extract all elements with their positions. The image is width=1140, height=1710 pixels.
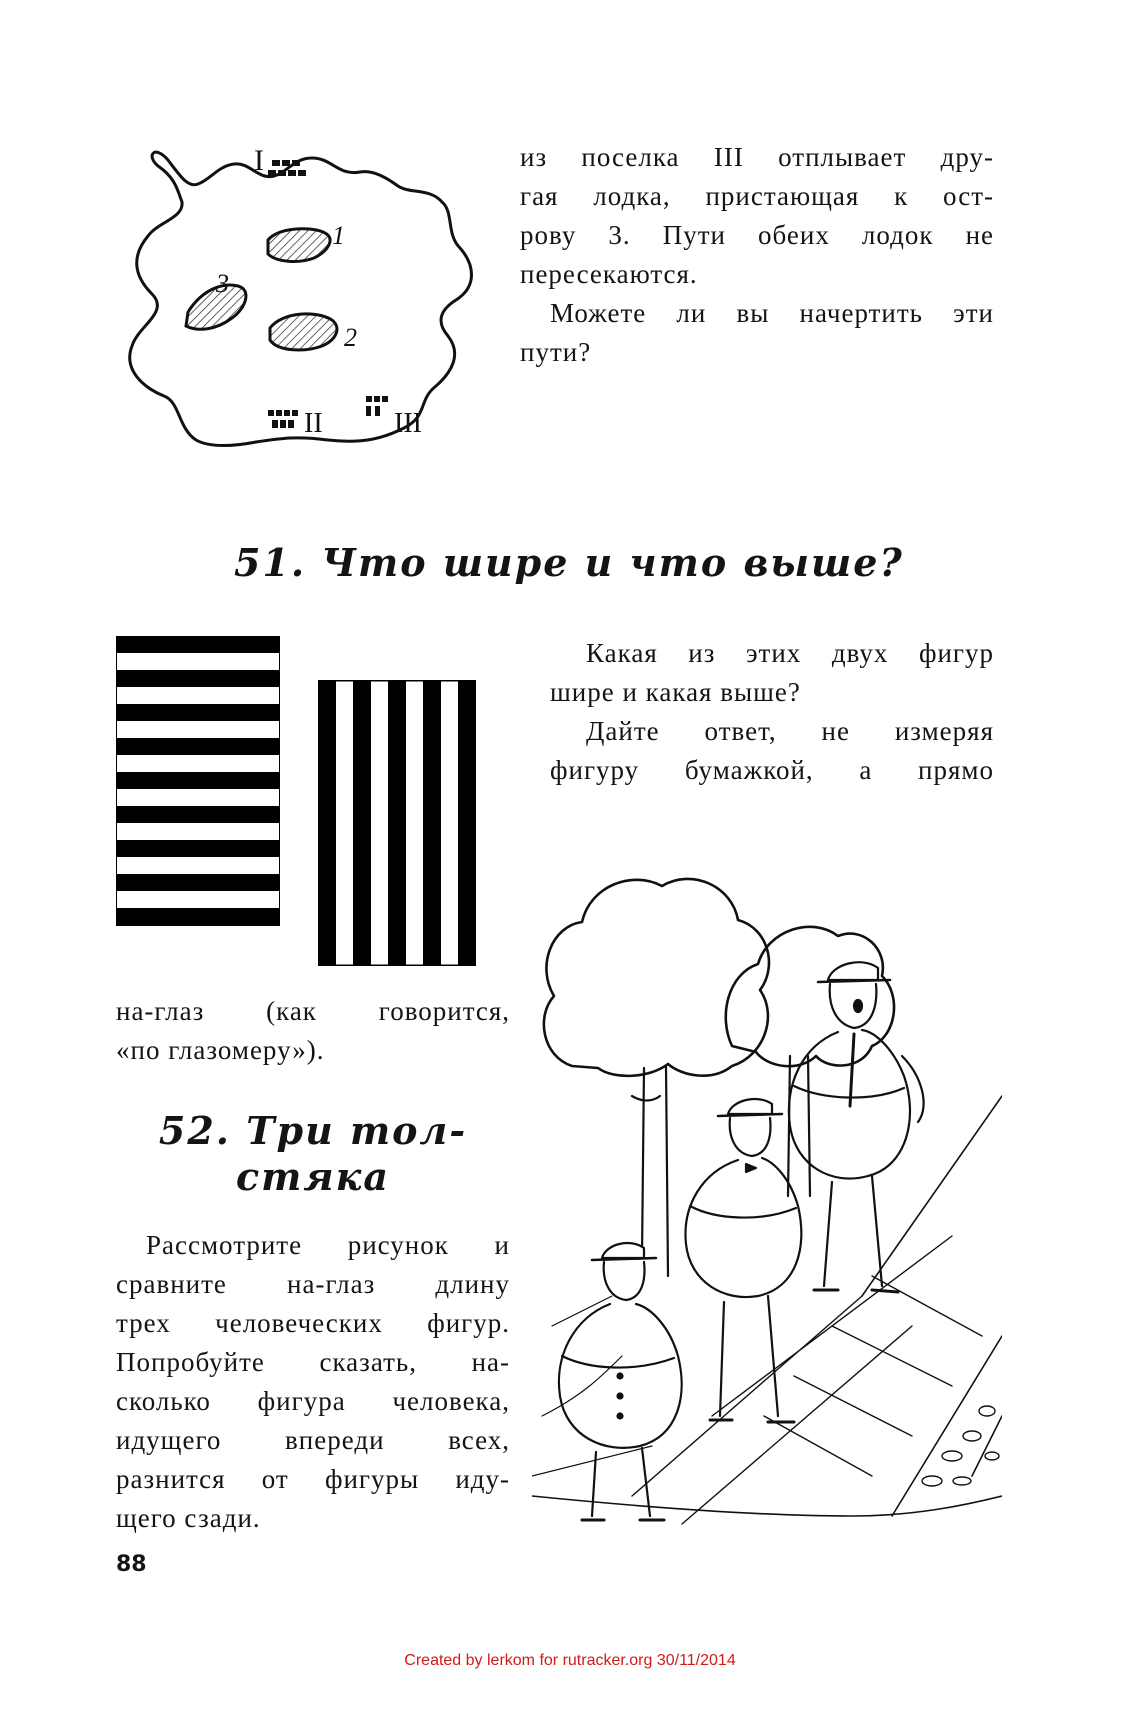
section-52-text [116,1226,510,1538]
text-line: сколько фигура человека, [116,1386,510,1416]
lake-map-figure [118,140,518,485]
text-line: сравните на-глаз длину [116,1269,510,1299]
text-line: Какая из этих двух фигур [586,638,994,668]
vertical-stripes-figure [318,680,476,966]
lake-shoreline [130,152,472,445]
section-52-heading [116,1108,510,1200]
text-line: рову 3. Пути обеих лодок не [520,220,994,250]
text-line: фигуру бумажкой, а прямо [550,755,994,785]
section-52-heading-line: стяка [236,1154,390,1199]
section-51-heading: 51. Что шире и что выше? [234,540,904,585]
text-line: на-глаз (как говорится, [116,996,510,1026]
settlement-2-houses [268,410,298,428]
label-settlement-3: III [394,408,422,439]
label-island-1: 1 [332,221,345,250]
text-line: «по глазомеру»). [116,1035,325,1065]
text-line: Дайте ответ, не измеряя [586,716,994,746]
text-line: гая лодка, пристающая к ост- [520,181,994,211]
text-line: Попробуйте сказать, на- [116,1347,510,1377]
horizontal-stripes-figure [116,636,280,926]
section-51-continuation [116,992,510,1070]
section-52-heading-line: 52. Три тол- [158,1108,468,1153]
front-man-figure [559,1243,682,1520]
settlement-3-houses [366,396,388,416]
footer-credit: Created by lerkom for rutracker.org 30/11/2014 [404,1652,736,1669]
text-line: Можете ли вы начертить эти [550,298,994,328]
text-line: пересекаются. [520,259,698,289]
section-51-text [550,634,994,790]
text-line: пути? [520,337,592,367]
top-text-block [520,138,994,372]
label-settlement-2: II [304,408,323,439]
label-island-3: 3 [216,269,229,298]
text-line: разнится от фигуры иду- [116,1464,510,1494]
text-line: шире и какая выше? [550,677,801,707]
text-line: трех человеческих фигур. [116,1308,510,1338]
text-line: из поселка III отплывает дру- [520,142,994,172]
middle-man-figure [685,1099,801,1422]
three-fat-men-illustration [532,856,1002,1536]
label-island-2: 2 [344,323,357,352]
text-line: идущего впереди всех, [116,1425,510,1455]
text-line: щего сзади. [116,1503,261,1533]
label-settlement-1: I [254,144,264,177]
text-line: Рассмотрите рисунок и [146,1230,510,1260]
island-1 [268,229,330,262]
page-number: 88 [116,1552,147,1577]
island-2 [270,314,337,350]
